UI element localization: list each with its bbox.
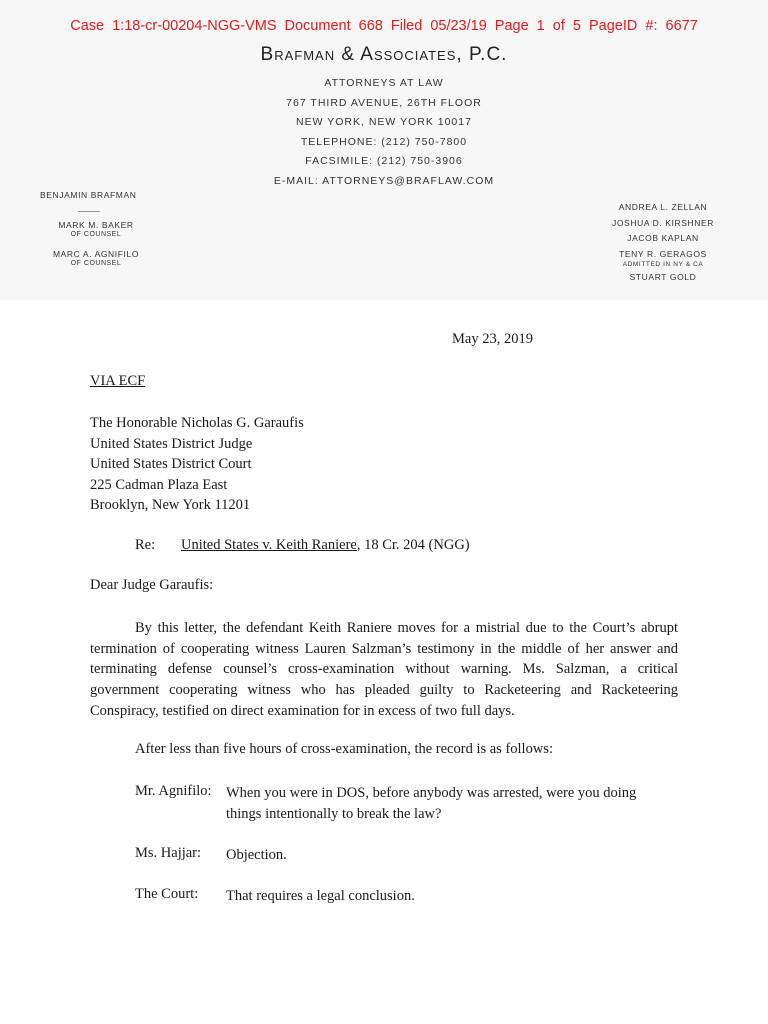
body-paragraph: After less than five hours of cross-examination, the record is as follows: xyxy=(135,741,553,757)
address-line: Brooklyn, New York 11201 xyxy=(90,497,251,513)
divider xyxy=(78,211,100,220)
transcript-speaker: Ms. Hajjar: xyxy=(135,845,202,861)
firm-tagline: ATTORNEYS AT LAW xyxy=(324,77,444,89)
firm-facsimile: FACSIMILE: (212) 750-3906 xyxy=(305,155,463,167)
transcript-speaker: The Court: xyxy=(135,886,199,902)
partners-right xyxy=(600,200,726,286)
associate-name: TENY R. GERAGOS xyxy=(619,248,707,259)
transcript-speaker: Mr. Agnifilo: xyxy=(135,783,212,799)
associate-name: JACOB KAPLAN xyxy=(627,233,699,243)
counsel-name: MARK M. BAKER xyxy=(58,220,134,230)
firm-street-address: 767 THIRD AVENUE, 26TH FLOOR xyxy=(286,96,482,109)
counsel-title: OF COUNSEL xyxy=(70,231,122,238)
firm-name: Brafman & Associates, P.C. xyxy=(260,44,508,65)
partners-left xyxy=(40,190,152,278)
re-label: Re: xyxy=(135,537,156,553)
transcript-text: When you were in DOS, before anybody was arrested, were you doing things intentionally to break the law? xyxy=(226,785,637,822)
address-line: United States District Court xyxy=(90,456,252,472)
delivery-method: VIA ECF xyxy=(90,373,146,389)
admission-note: ADMITTED IN NY & CA xyxy=(622,261,704,268)
salutation: Dear Judge Garaufis: xyxy=(90,577,214,593)
partner-name: BENJAMIN BRAFMAN xyxy=(40,190,137,200)
transcript-text: Objection. xyxy=(226,847,287,863)
counsel-title: OF COUNSEL xyxy=(70,260,122,267)
firm-email: E-MAIL: ATTORNEYS@BRAFLAW.COM xyxy=(273,174,495,187)
case-name: United States v. Keith Raniere xyxy=(181,537,357,553)
associate-name: ANDREA L. ZELLAN xyxy=(618,202,708,212)
body-paragraph: By this letter, the defendant Keith Raniere moves for a mistrial due to the Court’s abrupt termination of cooperating witness Lauren Salzman’s testimony in the middle of her answer and terminating defense counsel’s cross-examination without warning. Ms. Salzman, a critical government cooperating witness who has pleaded guilty to Racketeering and Racketeering Conspiracy, testified on direct examination for in excess of two full days. xyxy=(90,620,678,719)
address-line: 225 Cadman Plaza East xyxy=(90,476,228,493)
transcript-text: That requires a legal conclusion. xyxy=(226,888,415,904)
case-number: , 18 Cr. 204 (NGG) xyxy=(356,537,470,553)
counsel-entry xyxy=(40,220,152,249)
counsel-name: MARC A. AGNIFILO xyxy=(52,249,140,259)
firm-telephone: TELEPHONE: (212) 750-7800 xyxy=(300,135,468,148)
re-line xyxy=(181,537,470,554)
firm-city: NEW YORK, NEW YORK 10017 xyxy=(296,116,472,128)
letter-date: May 23, 2019 xyxy=(452,331,533,347)
associate-name: STUART GOLD xyxy=(629,272,697,282)
case-header: Case 1:18-cr-00204-NGG-VMS Document 668 Filed 05/23/19 Page 1 of 5 PageID #: 6677 xyxy=(70,18,698,34)
address-line: United States District Judge xyxy=(90,435,253,452)
address-line: The Honorable Nicholas G. Garaufis xyxy=(90,415,304,431)
counsel-entry xyxy=(40,249,152,278)
recipient-address xyxy=(90,413,304,516)
associate-name: JOSHUA D. KIRSHNER xyxy=(612,217,714,228)
letterhead xyxy=(0,44,768,191)
